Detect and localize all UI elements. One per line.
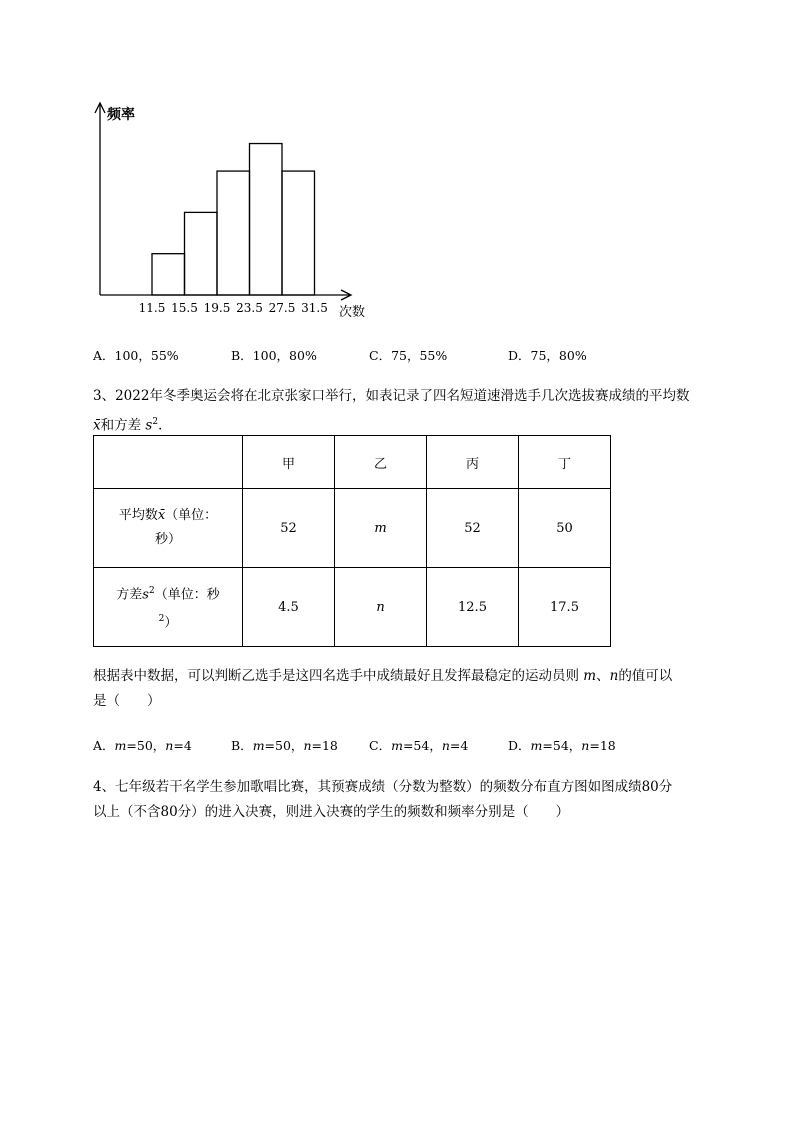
variance-ding: 17.5: [519, 568, 611, 647]
histogram-bar-4: [250, 144, 283, 295]
q3-stem-line1: 3、2022年冬季奥运会将在北京张家口举行，如表记录了四名短道速滑选手几次选拔赛成绩的平均数: [93, 388, 690, 404]
q2-option-d: D．75，80%: [508, 348, 587, 363]
x-tick-label: 23.5: [236, 301, 263, 315]
q3-option-d: D．m=54，n=18: [508, 738, 616, 753]
frequency-histogram: [88, 98, 388, 328]
table-header-bing: 丙: [427, 436, 519, 489]
table-header-jia: 甲: [243, 436, 335, 489]
q3-option-b: B．m=50，n=18: [231, 738, 338, 753]
row-label-mean: 平均数x̄（单位： 秒）: [94, 489, 243, 568]
q2-option-c: C．75，55%: [369, 348, 448, 363]
histogram-bar-2: [185, 212, 218, 295]
q3-question-line2: 是（ ）: [93, 693, 161, 709]
histogram-bar-1: [152, 254, 185, 295]
x-tick-label: 31.5: [301, 301, 328, 315]
x-axis-label: 次数: [339, 305, 366, 320]
q3-option-a: A．m=50，n=4: [93, 738, 192, 753]
mean-ding: 50: [519, 489, 611, 568]
y-axis-label: 频率: [107, 107, 135, 123]
table-corner-cell: [94, 436, 243, 489]
q4-stem-line1: 4、七年级若干名学生参加歌唱比赛，其预赛成绩（分数为整数）的频数分布直方图如图成绩80分: [93, 779, 673, 795]
x-tick-label: 19.5: [203, 301, 231, 315]
variance-jia: 4.5: [243, 568, 335, 647]
variance-yi: n: [335, 568, 427, 647]
q3-question-line1: 根据表中数据，可以判断乙选手是这四名选手中成绩最好且发挥最稳定的运动员则 m、n的值可以: [93, 668, 673, 684]
x-tick-label: 15.5: [171, 301, 198, 315]
mean-yi: m: [335, 489, 427, 568]
histogram-bar-5: [282, 171, 315, 295]
histogram-bar-3: [217, 171, 250, 295]
q4-stem-line2: 以上（不含80分）的进入决赛，则进入决赛的学生的频数和频率分别是（ ）: [93, 804, 570, 820]
mean-bing: 52: [427, 489, 519, 568]
q3-option-c: C．m=54，n=4: [369, 738, 469, 753]
mean-jia: 52: [243, 489, 335, 568]
row-label-variance: 方差$s^2$（单位：秒 $^2$）: [94, 568, 243, 647]
q3-stats-table: [93, 435, 611, 647]
table-header-yi: 乙: [335, 436, 427, 489]
x-tick-label: 11.5: [138, 301, 166, 315]
q3-stem-line2: x̄和方差 $s^2$．: [93, 417, 172, 434]
x-tick-label: 27.5: [268, 301, 296, 315]
q2-option-b: B．100，80%: [231, 348, 317, 363]
variance-bing: 12.5: [427, 568, 519, 647]
table-header-ding: 丁: [519, 436, 611, 489]
q2-option-a: A．100，55%: [93, 348, 179, 363]
